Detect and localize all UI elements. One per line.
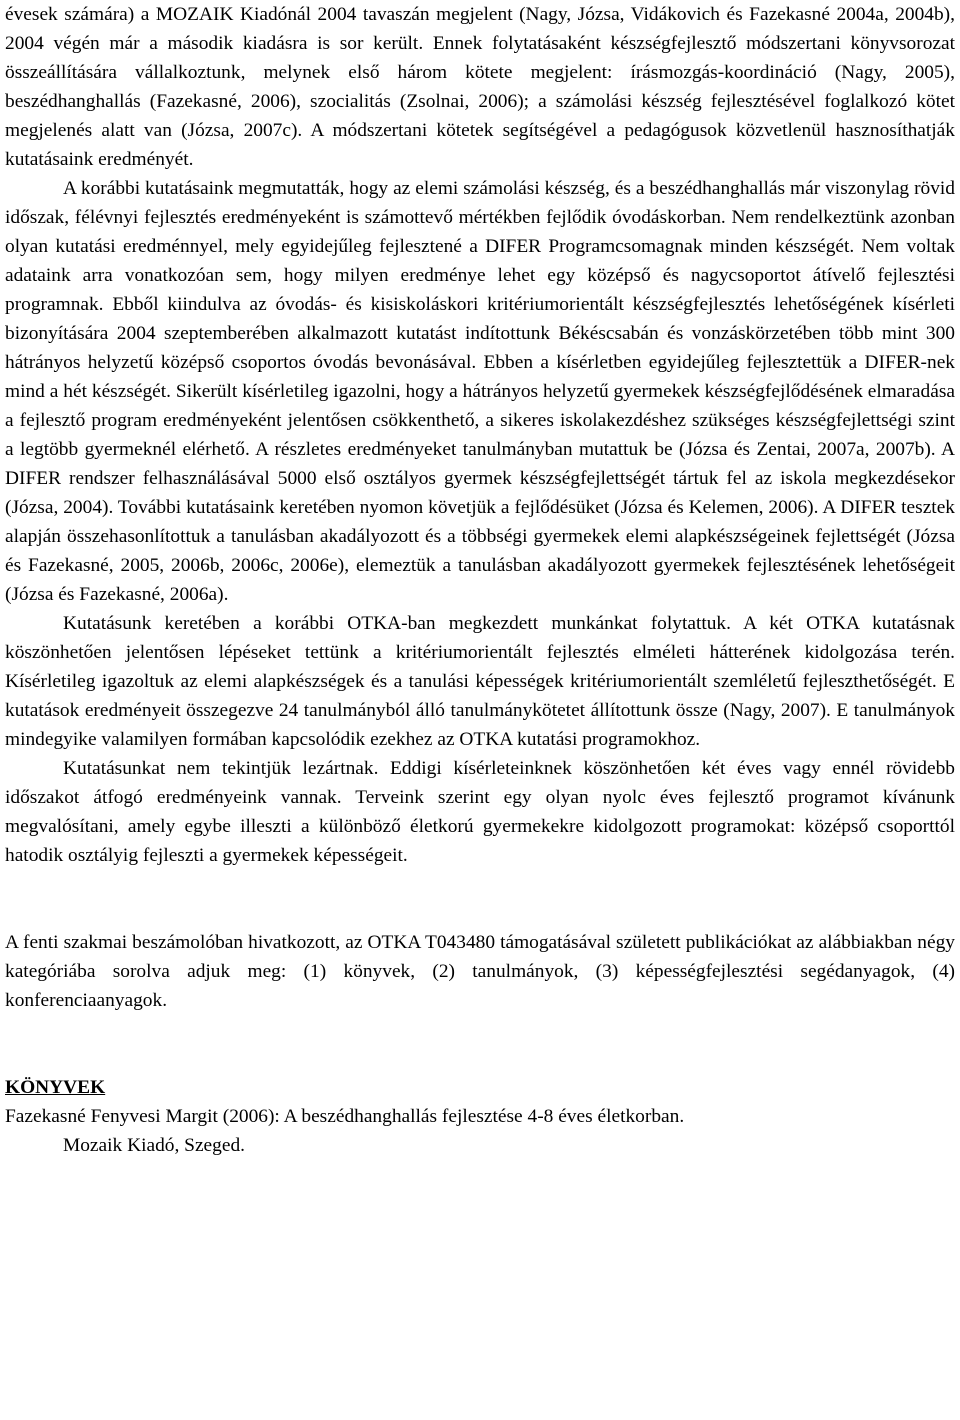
reference-list	[5, 1102, 955, 1160]
paragraph-intro: évesek számára) a MOZAIK Kiadónál 2004 tavaszán megjelent (Nagy, Józsa, Vidákovich és Fazekasné 2004a, 2004b), 2004 végén már a második kiadásra is sor került. Ennek folytatásaként készségfejlesztő módszertani könyvsorozat összeállítására vállalkoztunk, melynek első három kötete megjelent: írásmozgás-koordináció (Nagy, 2005), beszédhanghallás (Fazekasné, 2006), szocialitás (Zsolnai, 2006); a számolási készség fejlesztésével foglalkozó kötet megjelenés alatt van (Józsa, 2007c). A módszertani kötetek segítségével a pedagógusok közvetlenül hasznosíthatják kutatásaink eredményét.	[5, 4, 955, 170]
section-heading-books: KÖNYVEK	[5, 1077, 106, 1098]
spacer	[5, 1015, 955, 1073]
paragraph-publications-intro: A fenti szakmai beszámolóban hivatkozott, az OTKA T043480 támogatásával született publikációkat az alábbiakban négy kategóriába sorolva adjuk meg: (1) könyvek, (2) tanulmányok, (3) képességfejlesztési segédanyagok, (4) konferenciaanyagok.	[5, 932, 955, 1011]
paragraph-future-plans: Kutatásunkat nem tekintjük lezártnak. Eddigi kísérleteinknek köszönhetően két éves vagy ennél rövidebb időszakot átfogó eredményeink vannak. Terveink szerint egy olyan nyolc éves fejlesztő programot kívánunk megvalósítani, amely egybe illeszti a különböző életkorú gyermekekre kidolgozott programokat: középső csoporttól hatodik osztályig fejleszti a gyermekek képességeit.	[5, 758, 955, 866]
spacer	[5, 870, 955, 928]
document-page	[5, 0, 955, 1160]
reference-entry	[5, 1102, 955, 1160]
reference-continuation: Mozaik Kiadó, Szeged.	[63, 1135, 246, 1156]
reference-first-line: Fazekasné Fenyvesi Margit (2006): A beszédhanghallás fejlesztése 4-8 éves életkorban.	[5, 1106, 685, 1127]
paragraph-earlier-research: A korábbi kutatásaink megmutatták, hogy az elemi számolási készség, és a beszédhanghallás már viszonylag rövid időszak, félévnyi fejlesztés eredményeként is számottevő mértékben fejlődik óvodáskorban. Nem rendelkeztünk azonban olyan kutatási eredménnyel, mely egyidejűleg fejlesztené a DIFER Programcsomagnak minden készségét. Nem voltak adataink arra vonatkozóan sem, hogy milyen eredménye lehet egy középső és nagycsoportot átívelő fejlesztési programnak. Ebből kiindulva az óvodás- és kisiskoláskori kritériumorientált készségfejlesztés lehetőségének kísérleti bizonyítására 2004 szeptemberében alkalmazott kutatást indítottunk Békéscsabán és vonzáskörzetében több mint 300 hátrányos helyzetű középső csoportos óvodás bevonásával. Ebben a kísérletben egyidejűleg fejlesztettük a DIFER-nek mind a hét készségét. Sikerült kísérletileg igazolni, hogy a hátrányos helyzetű gyermekek készségfejlődésének elmaradása a fejlesztő program eredményeként jelentősen csökkenthető, a sikeres iskolakezdéshez szükséges készségfejlettségi szint a legtöbb gyermeknél elérhető. A részletes eredményeket tanulmányban mutattuk be (Józsa és Zentai, 2007a, 2007b). A DIFER rendszer felhasználásával 5000 első osztályos gyermek készségfejlettségét tártuk fel az iskola megkezdésekor (Józsa, 2004). További kutatásaink keretében nyomon követjük a fejlődésüket (Józsa és Kelemen, 2006). A DIFER tesztek alapján összehasonlítottuk a tanulásban akadályozott és a többségi gyermekek elemi alapkészségeinek fejlettségét (Józsa és Fazekasné, 2005, 2006b, 2006c, 2006e), elemeztük a tanulásban akadályozott gyermekek fejlesztésének lehetőségeit (Józsa és Fazekasné, 2006a).	[5, 178, 955, 605]
paragraph-otka-research: Kutatásunk keretében a korábbi OTKA-ban megkezdett munkánkat folytattuk. A két OTKA kutatásnak köszönhetően jelentősen lépéseket tettünk a kritériumorientált fejlesztés elméleti hátterének kidolgozása terén. Kísérletileg igazoltuk az elemi alapkészségek és a tanulási képességek kritériumorientált szemléletű fejleszthetőségét. E kutatások eredményeit összegezve 24 tanulmányból álló tanulmánykötetet állítottunk össze (Nagy, 2007). E tanulmányok mindegyike valamilyen formában kapcsolódik ezekhez az OTKA kutatási programokhoz.	[5, 613, 955, 750]
